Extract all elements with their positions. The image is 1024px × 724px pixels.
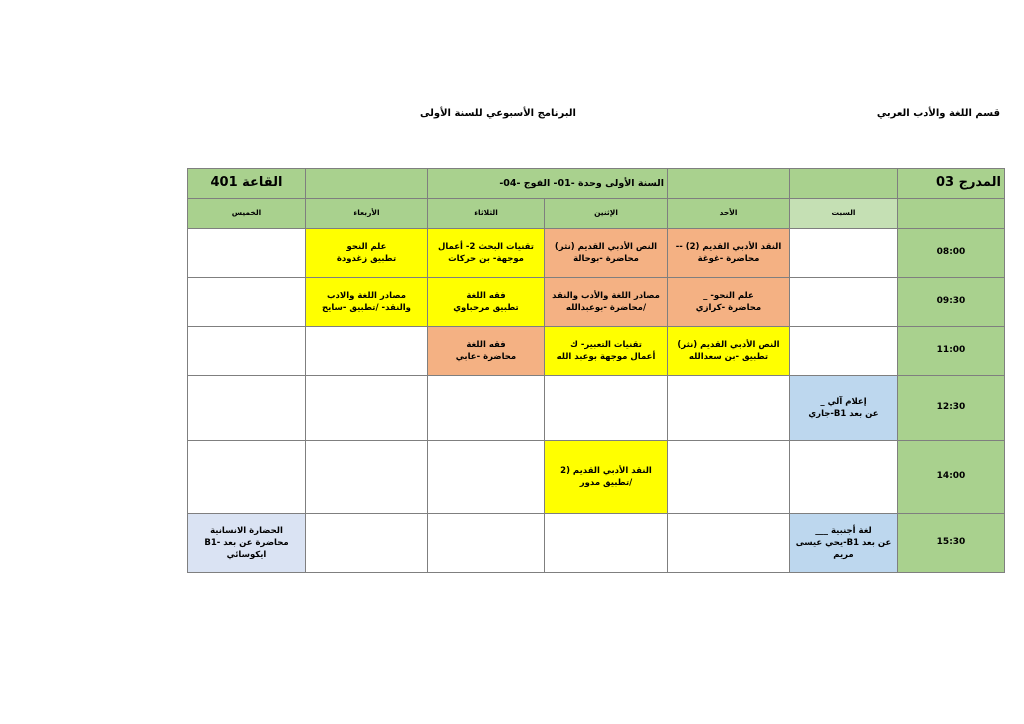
table-row [188,327,1005,376]
class-cell [306,278,428,327]
empty-cell [428,376,545,441]
title-spacer-cell [790,169,898,199]
department-title: قسم اللغة والأدب العربي [876,108,1000,119]
course-detail: تطبيق مرحباوي [453,303,519,313]
empty-cell [188,229,306,278]
day-header-wednesday: الأربعاء [306,199,428,229]
course-detail: مريم [833,550,854,561]
day-header-sunday: الأحد [668,199,790,229]
empty-cell [668,441,790,514]
day-header-tuesday: الثلاثاء [428,199,545,229]
class-cell [545,229,668,278]
class-cell [428,327,545,376]
course-name: تقنيات البحث 2- أعمال [437,241,534,252]
course-name: إعلام آلي _ [820,396,867,407]
course-name: فقه اللغة [466,290,506,301]
table-row [188,441,1005,514]
course-detail: تطبيق -بن سعدالله [688,352,769,362]
course-detail: محاضرة -عابي [455,352,517,362]
room-label: القاعة 401 [188,169,306,199]
time-slot: 09:30 [898,278,1005,327]
empty-cell [790,327,898,376]
course-detail: /تطبيق مدور [579,478,633,488]
course-detail: محاضرة -كرازي [695,303,762,313]
time-slot: 11:00 [898,327,1005,376]
course-detail: محاضرة -غوغة [697,254,760,264]
empty-cell [790,278,898,327]
day-header-thursday: الخميس [188,199,306,229]
empty-cell [545,376,668,441]
weekly-schedule-table [187,168,1005,573]
empty-cell [188,376,306,441]
empty-cell [306,441,428,514]
class-cell [668,327,790,376]
empty-cell [188,278,306,327]
class-cell [545,278,668,327]
time-slot: 12:30 [898,376,1005,441]
course-name: الحضارة الانسانية [210,525,283,536]
time-slot: 15:30 [898,514,1005,573]
course-name: النقد الأدبي القديم (2) -- [675,241,782,252]
time-slot: 08:00 [898,229,1005,278]
course-name: النص الأدبي القديم (نثر) [677,339,780,350]
course-detail: محاضرة عن بعد -B1 [204,537,289,548]
class-cell [790,376,898,441]
empty-cell [428,441,545,514]
course-detail: عن بعد B1-جاري [808,409,879,419]
table-row [188,278,1005,327]
empty-cell [668,376,790,441]
title-spacer-cell [668,169,790,199]
class-cell [790,514,898,573]
empty-cell [306,514,428,573]
amphitheater-label: المدرج 03 [898,169,1005,199]
class-cell [188,514,306,573]
group-info: السنة الأولى وحدة -01- الفوج -04- [428,169,668,199]
table-row [188,229,1005,278]
empty-cell [428,514,545,573]
course-name: علم النحو [346,241,387,252]
course-name: لغة أجنبية ___ [815,525,872,536]
time-slot: 14:00 [898,441,1005,514]
corner-cell [898,199,1005,229]
empty-cell [188,327,306,376]
class-cell [545,441,668,514]
course-detail: والنقد- /تطبيق -سايح [322,303,411,313]
class-cell [428,278,545,327]
days-header-row [188,199,1005,229]
empty-cell [790,229,898,278]
course-name: النقد الأدبي القديم (2 [560,465,652,476]
course-detail: تطبيق زغدودة [336,254,397,264]
course-name: فقه اللغة [466,339,506,350]
empty-cell [790,441,898,514]
course-detail: /محاضرة -بوعبدالله [565,303,647,313]
program-title: البرنامج الأسبوعي للسنة الأولى [420,108,576,119]
table-row [188,376,1005,441]
course-detail: محاضرة -بوحالة [573,254,639,264]
course-detail: ايكوسائي [226,550,267,561]
title-spacer-cell [306,169,428,199]
day-header-monday: الإثنين [545,199,668,229]
class-cell [428,229,545,278]
empty-cell [668,514,790,573]
class-cell [306,229,428,278]
empty-cell [306,376,428,441]
table-title-row [188,169,1005,199]
course-name: مصادر اللغة والأدب والنقد [552,290,660,301]
course-detail: موجهة- بن حركات [448,254,524,264]
empty-cell [188,441,306,514]
class-cell [545,327,668,376]
class-cell [668,278,790,327]
course-name: النص الأدبي القديم (نثر) [554,241,658,252]
course-detail: أعمال موجهة بوعبد الله [556,352,656,362]
day-header-saturday: السبت [790,199,898,229]
course-name: مصادر اللغة والادب [327,290,406,301]
course-name: تقنيات التعبير- ك [570,339,642,350]
course-name: علم النحو- _ [703,290,754,301]
table-row [188,514,1005,573]
class-cell [668,229,790,278]
empty-cell [545,514,668,573]
course-detail: عن بعد B1-يحي عيسى [795,537,892,548]
empty-cell [306,327,428,376]
